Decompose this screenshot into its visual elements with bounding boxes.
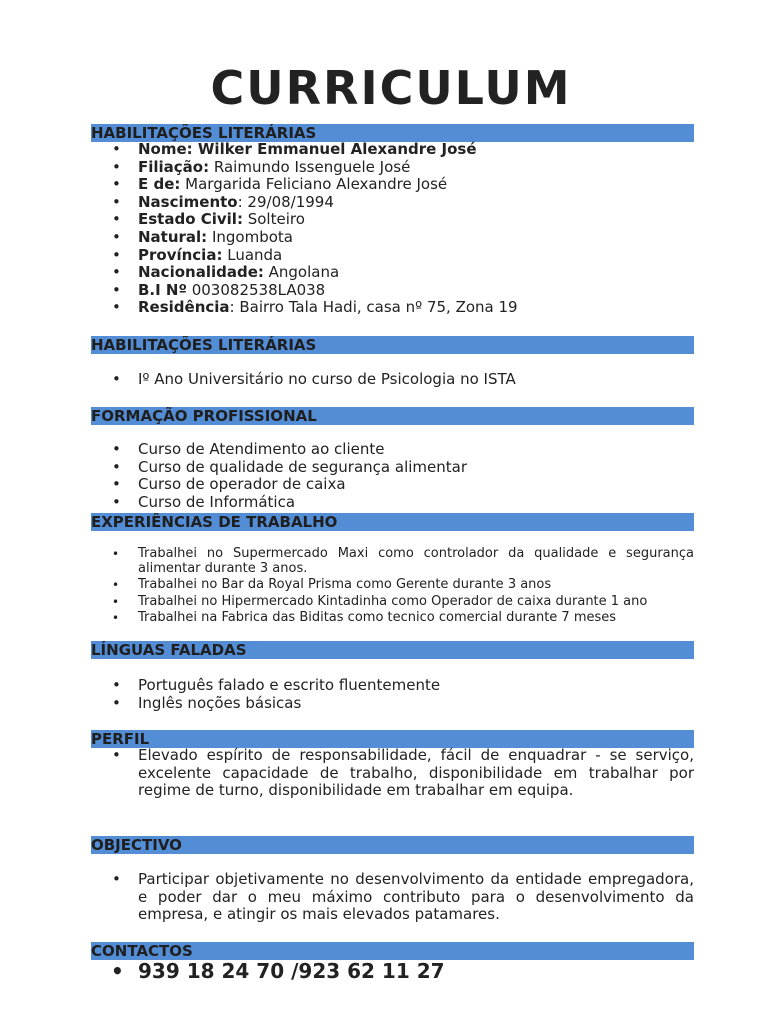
academic-list bbox=[91, 371, 694, 389]
page-title: CURRICULUM bbox=[210, 61, 572, 115]
list-item: • Português falado e escrito fluentemente bbox=[91, 677, 694, 695]
list-item: • Inglês noções básicas bbox=[91, 695, 694, 713]
field-label: E de: bbox=[138, 175, 181, 194]
list-item: • Curso de qualidade de segurança alimentar bbox=[91, 459, 694, 477]
list-item: • Curso de operador de caixa bbox=[91, 476, 694, 494]
profile-list bbox=[91, 747, 694, 800]
section-heading-objective: OBJECTIVO bbox=[91, 836, 694, 854]
field-label: Natural: bbox=[138, 227, 208, 246]
list-item: • Participar objetivamente no desenvolvimento da entidade empregadora, e poder dar o meu máximo contributo para o desenvolvimento da empresa, e atingir os mais elevados patamares. bbox=[91, 871, 694, 924]
field-value: Angolana bbox=[263, 263, 340, 282]
list-item bbox=[91, 264, 694, 282]
list-item bbox=[91, 141, 694, 159]
experience-list bbox=[91, 547, 694, 626]
list-item bbox=[91, 229, 694, 247]
field-label: B.I Nº bbox=[138, 280, 187, 299]
personal-info-list bbox=[91, 141, 694, 317]
field-label: Nome: Wilker Emmanuel Alexandre José bbox=[138, 140, 477, 158]
field-label: Filiação: bbox=[138, 157, 210, 176]
section-heading-academic: HABILITAÇÕES LITERÁRIAS bbox=[91, 336, 694, 354]
section-heading-profile: PERFIL bbox=[91, 730, 694, 748]
training-list bbox=[91, 441, 694, 511]
list-item: • Trabalhei no Hipermercado Kintadinha como Operador de caixa durante 1 ano bbox=[91, 595, 694, 610]
section-heading-contacts: CONTACTOS bbox=[91, 942, 694, 960]
field-value: Solteiro bbox=[242, 210, 305, 229]
field-value: : 29/08/1994 bbox=[237, 192, 334, 211]
list-item: • Curso de Informática bbox=[91, 494, 694, 512]
list-item bbox=[91, 299, 694, 317]
list-item bbox=[91, 247, 694, 265]
section-heading-experience: EXPERIÊNCIAS DE TRABALHO bbox=[91, 513, 694, 531]
field-label: Nascimento bbox=[138, 192, 238, 211]
list-item bbox=[91, 176, 694, 194]
list-item bbox=[91, 194, 694, 212]
list-item: • Iº Ano Universitário no curso de Psicologia no ISTA bbox=[91, 371, 694, 389]
section-heading-languages: LÍNGUAS FALADAS bbox=[91, 641, 694, 659]
list-item bbox=[91, 159, 694, 177]
contacts-list bbox=[91, 959, 694, 983]
field-label: Província: bbox=[138, 245, 223, 264]
field-label: Residência bbox=[138, 298, 230, 317]
field-value: Raimundo Issenguele José bbox=[209, 157, 411, 176]
section-heading-personal: HABILITAÇÕES LITERÁRIAS bbox=[91, 124, 694, 142]
field-value: : Bairro Tala Hadi, casa nº 75, Zona 19 bbox=[229, 298, 518, 317]
field-label: Nacionalidade: bbox=[138, 263, 264, 282]
list-item: • Curso de Atendimento ao cliente bbox=[91, 441, 694, 459]
languages-list bbox=[91, 677, 694, 712]
field-value: Margarida Feliciano Alexandre José bbox=[180, 175, 448, 194]
list-item: • Trabalhei no Bar da Royal Prisma como Gerente durante 3 anos bbox=[91, 578, 694, 593]
field-value: Luanda bbox=[222, 245, 283, 264]
phone-numbers: • 939 18 24 70 /923 62 11 27 bbox=[91, 959, 694, 983]
section-heading-training: FORMAÇÃO PROFISSIONAL bbox=[91, 407, 694, 425]
field-value: Ingombota bbox=[207, 227, 293, 246]
list-item: • Trabalhei no Supermercado Maxi como controlador da qualidade e segurança alimentar durante 3 anos. bbox=[91, 547, 694, 576]
objective-list bbox=[91, 871, 694, 924]
list-item bbox=[91, 282, 694, 300]
list-item bbox=[91, 211, 694, 229]
field-value: 003082538LA038 bbox=[186, 280, 326, 299]
list-item: • Trabalhei na Fabrica das Biditas como tecnico comercial durante 7 meses bbox=[91, 611, 694, 626]
field-label: Estado Civil: bbox=[138, 210, 243, 229]
list-item: • Elevado espírito de responsabilidade, fácil de enquadrar - se serviço, excelente capacidade de trabalho, disponibilidade em trabalhar por regime de turno, disponibilidade em trabalhar em equipa. bbox=[91, 747, 694, 800]
